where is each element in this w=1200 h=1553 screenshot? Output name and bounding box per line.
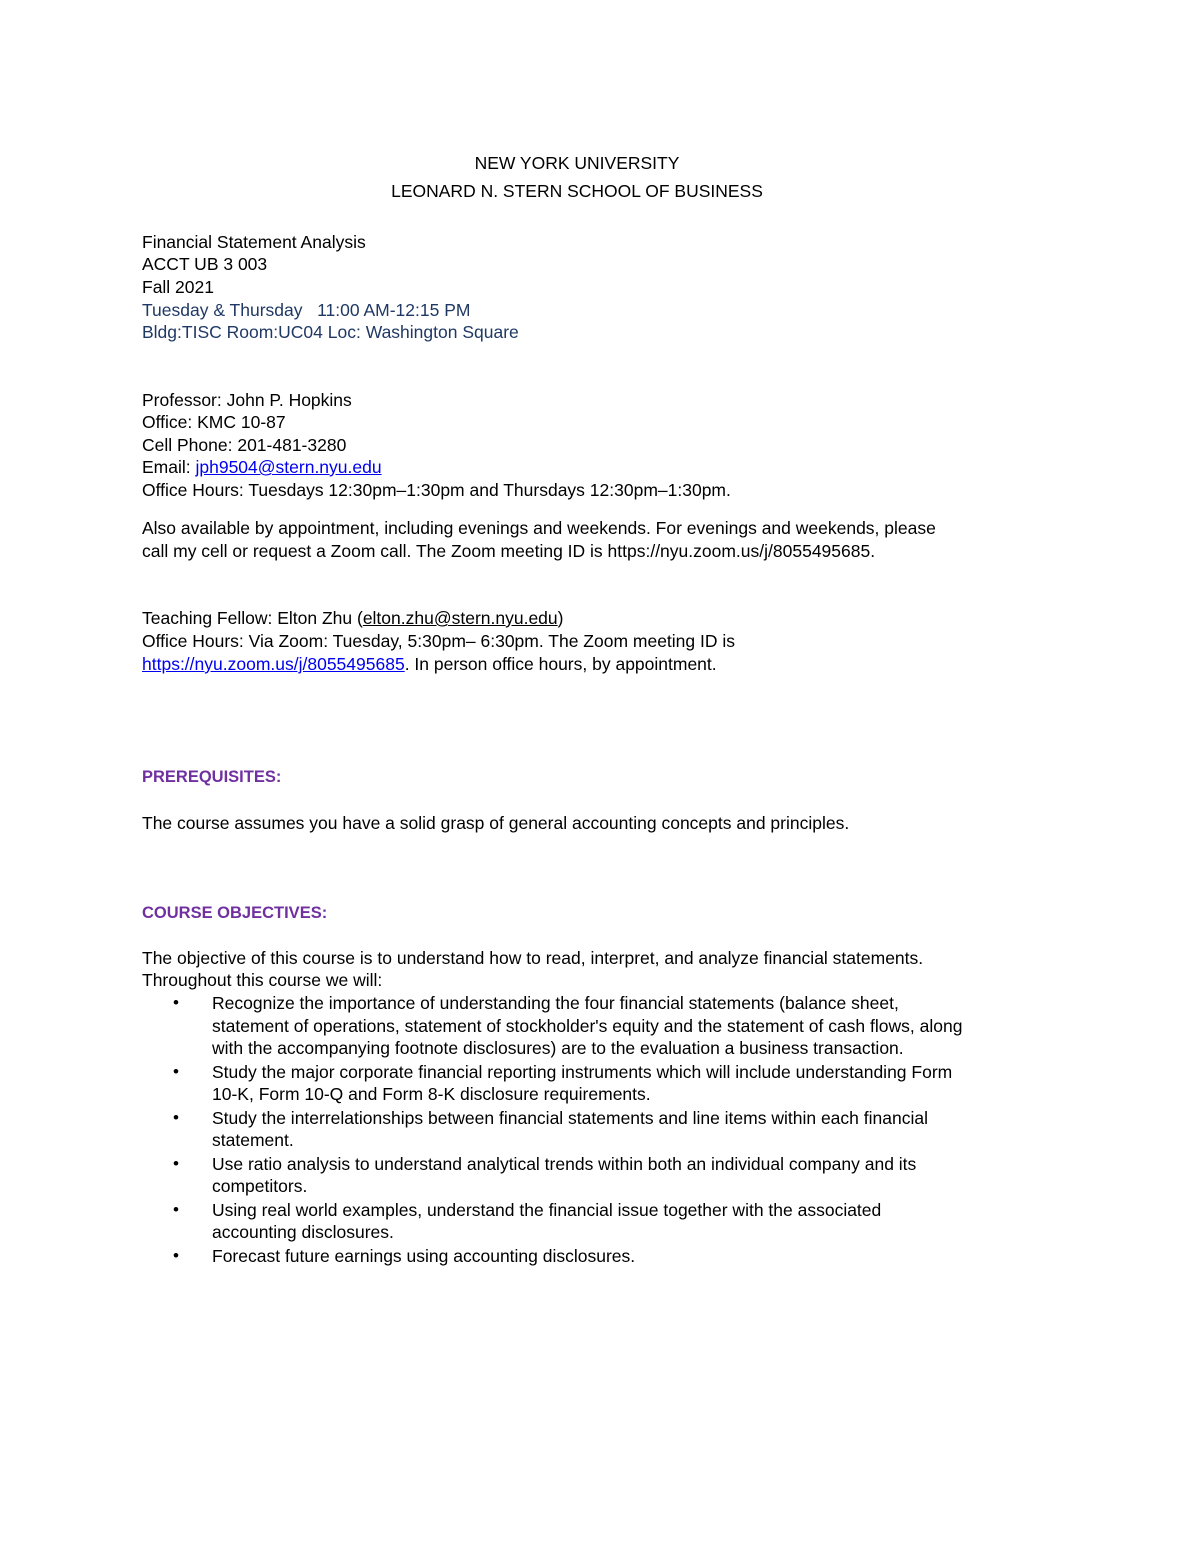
list-item: [142, 1199, 1072, 1244]
school-name: LEONARD N. STERN SCHOOL OF BUSINESS: [391, 181, 763, 201]
bullet-icon: •: [173, 1199, 179, 1219]
course-code: ACCT UB 3 003: [142, 254, 268, 274]
university-name: NEW YORK UNIVERSITY: [474, 153, 680, 173]
list-item: [142, 1153, 1072, 1198]
teaching-fellow-after-link: . In person office hours, by appointment.: [404, 654, 717, 674]
teaching-fellow-label: Teaching Fellow: Elton Zhu (: [142, 608, 363, 628]
teaching-fellow-line: [142, 607, 563, 629]
list-item: [142, 1245, 1072, 1268]
bullet-icon: •: [173, 1061, 179, 1081]
list-item-line: Study the major corporate financial reporting instruments which will include understanding Form: [212, 1061, 953, 1082]
professor-cell: Cell Phone: 201-481-3280: [142, 435, 347, 455]
bullet-icon: •: [173, 1245, 179, 1265]
objectives-intro-1: The objective of this course is to understand how to read, interpret, and analyze financial statements.: [142, 948, 924, 968]
course-title: Financial Statement Analysis: [142, 232, 366, 252]
professor-email-link[interactable]: jph9504@stern.nyu.edu: [195, 457, 382, 477]
availability-line-2: call my cell or request a Zoom call. The Zoom meeting ID is https://nyu.zoom.us/j/8055495685.: [142, 541, 876, 561]
teaching-fellow-office-hours: Office Hours: Via Zoom: Tuesday, 5:30pm– 6:30pm. The Zoom meeting ID is: [142, 631, 736, 651]
zoom-link[interactable]: https://nyu.zoom.us/j/8055495685: [142, 654, 405, 674]
professor-office: Office: KMC 10-87: [142, 412, 286, 432]
list-item-line: Forecast future earnings using accounting disclosures.: [212, 1245, 636, 1266]
teaching-fellow-email-link[interactable]: elton.zhu@stern.nyu.edu: [362, 608, 558, 628]
list-item-line: Using real world examples, understand the financial issue together with the associated: [212, 1199, 882, 1220]
list-item-line: Use ratio analysis to understand analytical trends within both an individual company and its: [212, 1153, 917, 1174]
objectives-list: [142, 992, 1072, 1268]
list-item: [142, 1107, 1072, 1152]
bullet-icon: •: [173, 993, 179, 1012]
list-item-line: 10-K, Form 10-Q and Form 8-K disclosure requirements.: [212, 1084, 651, 1104]
list-item-line: statement of operations, statement of stockholder's equity and the statement of cash flows, along: [212, 1015, 963, 1036]
list-item-line: Study the interrelationships between financial statements and line items within each financial: [212, 1107, 928, 1128]
list-item-line: competitors.: [212, 1176, 308, 1196]
availability-line-1: Also available by appointment, including evenings and weekends. For evenings and weekends, please: [142, 518, 936, 538]
list-item-line: Recognize the importance of understanding the four financial statements (balance sheet,: [212, 993, 899, 1013]
email-label: Email:: [142, 457, 196, 477]
course-term: Fall 2021: [142, 277, 214, 297]
professor-office-hours: Office Hours: Tuesdays 12:30pm–1:30pm and Thursdays 12:30pm–1:30pm.: [142, 480, 731, 500]
course-schedule: Tuesday & Thursday 11:00 AM-12:15 PM: [142, 300, 471, 320]
objectives-heading: COURSE OBJECTIVES:: [142, 904, 328, 922]
list-item-line: accounting disclosures.: [212, 1222, 394, 1242]
bullet-icon: •: [173, 1107, 179, 1127]
course-location: Bldg:TISC Room:UC04 Loc: Washington Square: [142, 322, 519, 342]
objectives-intro-2: Throughout this course we will:: [142, 970, 383, 990]
professor-email-line: [142, 456, 382, 478]
prerequisites-text: The course assumes you have a solid grasp of general accounting concepts and principles.: [142, 813, 850, 833]
bullet-icon: •: [173, 1153, 179, 1173]
list-item-line: statement.: [212, 1130, 294, 1150]
list-item-line: with the accompanying footnote disclosures) are to the evaluation a business transaction.: [212, 1038, 904, 1058]
teaching-fellow-zoom-line: [142, 653, 717, 675]
professor-name: Professor: John P. Hopkins: [142, 390, 352, 410]
list-item: [142, 992, 1072, 1060]
prerequisites-heading: PREREQUISITES:: [142, 768, 282, 786]
list-item: [142, 1061, 1072, 1106]
teaching-fellow-close: ): [557, 608, 564, 628]
